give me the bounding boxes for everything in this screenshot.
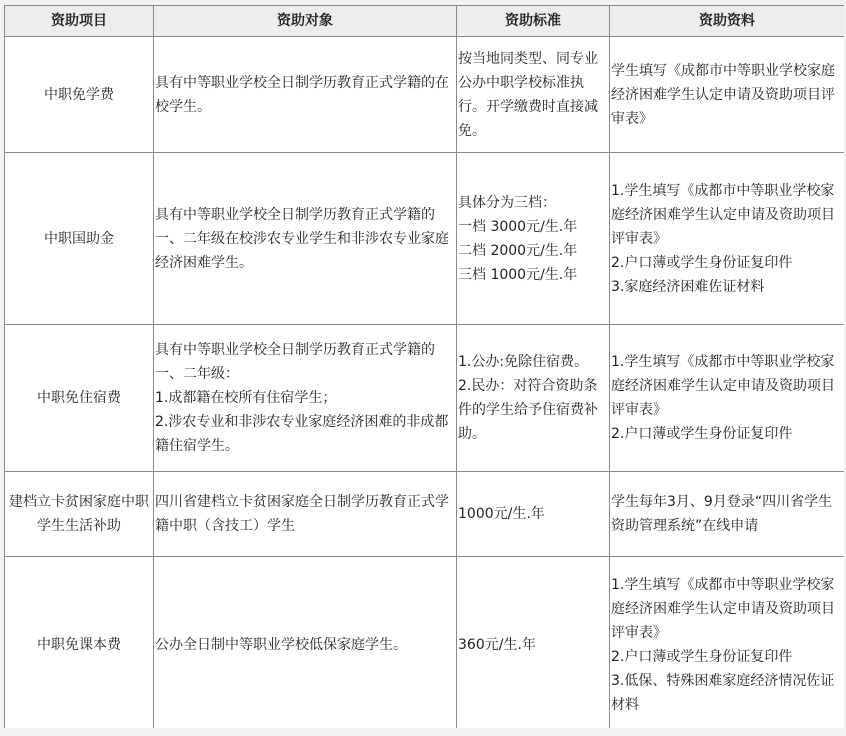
cell-line: 1.学生填写《成都市中等职业学校家庭经济困难学生认定申请及资助项目评审表》 [611,354,835,418]
cell-standard [457,557,610,729]
cell-target [154,37,457,153]
header-target: 资助对象 [154,6,457,37]
cell-line: 1.学生填写《成都市中等职业学校家庭经济困难学生认定申请及资助项目评审表》 [611,577,835,641]
cell-line: 中职免住宿费 [37,390,121,406]
cell-line: 二档 2000元/生.年 [458,242,578,259]
cell-line: 学生填写《成都市中等职业学校家庭经济困难学生认定申请及资助项目评审表》 [611,62,835,127]
cell-line: 2.涉农专业和非涉农专业家庭经济困难的非成都籍住宿学生。 [155,414,449,454]
cell-line: 具体分为三档： [458,194,556,211]
table-row [5,153,845,325]
cell-line: 四川省建档立卡贫困家庭全日制学历教育正式学籍中职（含技工）学生 [155,494,449,534]
header-row [5,6,845,37]
cell-item [5,37,154,153]
cell-target [154,472,457,557]
cell-line: 公办全日制中等职业学校低保家庭学生。 [155,637,407,653]
cell-line: 中职国助金 [44,230,114,247]
header-item: 资助项目 [5,6,154,37]
cell-materials [610,153,845,325]
header-materials: 资助资料 [610,6,845,37]
cell-target [154,557,457,729]
cell-line: 按当地同类型、同专业公办中职学校标准执行。开学缴费时直接减免。 [458,50,598,139]
subsidy-table-container [4,5,844,728]
cell-materials [610,37,845,153]
cell-standard [457,472,610,557]
table-row [5,325,845,472]
table-row [5,37,845,153]
cell-line: 360元/生.年 [458,637,536,653]
cell-standard [457,37,610,153]
cell-line: 2.民办：对符合资助条件的学生给予住宿费补助。 [458,378,598,442]
cell-standard [457,153,610,325]
table-row [5,472,845,557]
cell-line: 2.户口薄或学生身份证复印件 [611,426,793,442]
cell-line: 中职免课本费 [37,637,121,653]
cell-line: 中职免学费 [44,86,114,103]
table-row [5,557,845,729]
cell-line: 1.学生填写《成都市中等职业学校家庭经济困难学生认定申请及资助项目评审表》 [611,182,835,247]
cell-line: 3.家庭经济困难佐证材料 [611,278,765,295]
cell-item [5,472,154,557]
header-standard: 资助标准 [457,6,610,37]
cell-standard [457,325,610,472]
cell-line: 具有中等职业学校全日制学历教育正式学籍的一、二年级： [155,342,435,382]
cell-line: 三档 1000元/生.年 [458,266,578,283]
cell-line: 建档立卡贫困家庭中职学生生活补助 [9,494,149,534]
cell-materials [610,325,845,472]
cell-line: 具有中等职业学校全日制学历教育正式学籍的在校学生。 [155,74,449,115]
subsidy-table [4,5,844,728]
cell-target [154,153,457,325]
cell-item [5,153,154,325]
cell-line: 具有中等职业学校全日制学历教育正式学籍的一、二年级在校涉农专业学生和非涉农专业家庭经济困难学生。 [155,206,449,271]
cell-item [5,325,154,472]
cell-line: 2.户口薄或学生身份证复印件 [611,254,793,271]
cell-line: 3.低保、特殊困难家庭经济情况佐证材料 [611,673,835,713]
cell-target [154,325,457,472]
cell-line: 2.户口薄或学生身份证复印件 [611,649,793,665]
cell-line: 学生每年3月、9月登录“四川省学生资助管理系统”在线申请 [611,494,833,534]
cell-line: 1.公办:免除住宿费。 [458,354,589,370]
cell-materials [610,472,845,557]
cell-item [5,557,154,729]
cell-line: 1000元/生.年 [458,506,545,522]
cell-materials [610,557,845,729]
cell-line: 一档 3000元/生.年 [458,218,578,235]
cell-line: 1.成都籍在校所有住宿学生； [155,390,337,406]
